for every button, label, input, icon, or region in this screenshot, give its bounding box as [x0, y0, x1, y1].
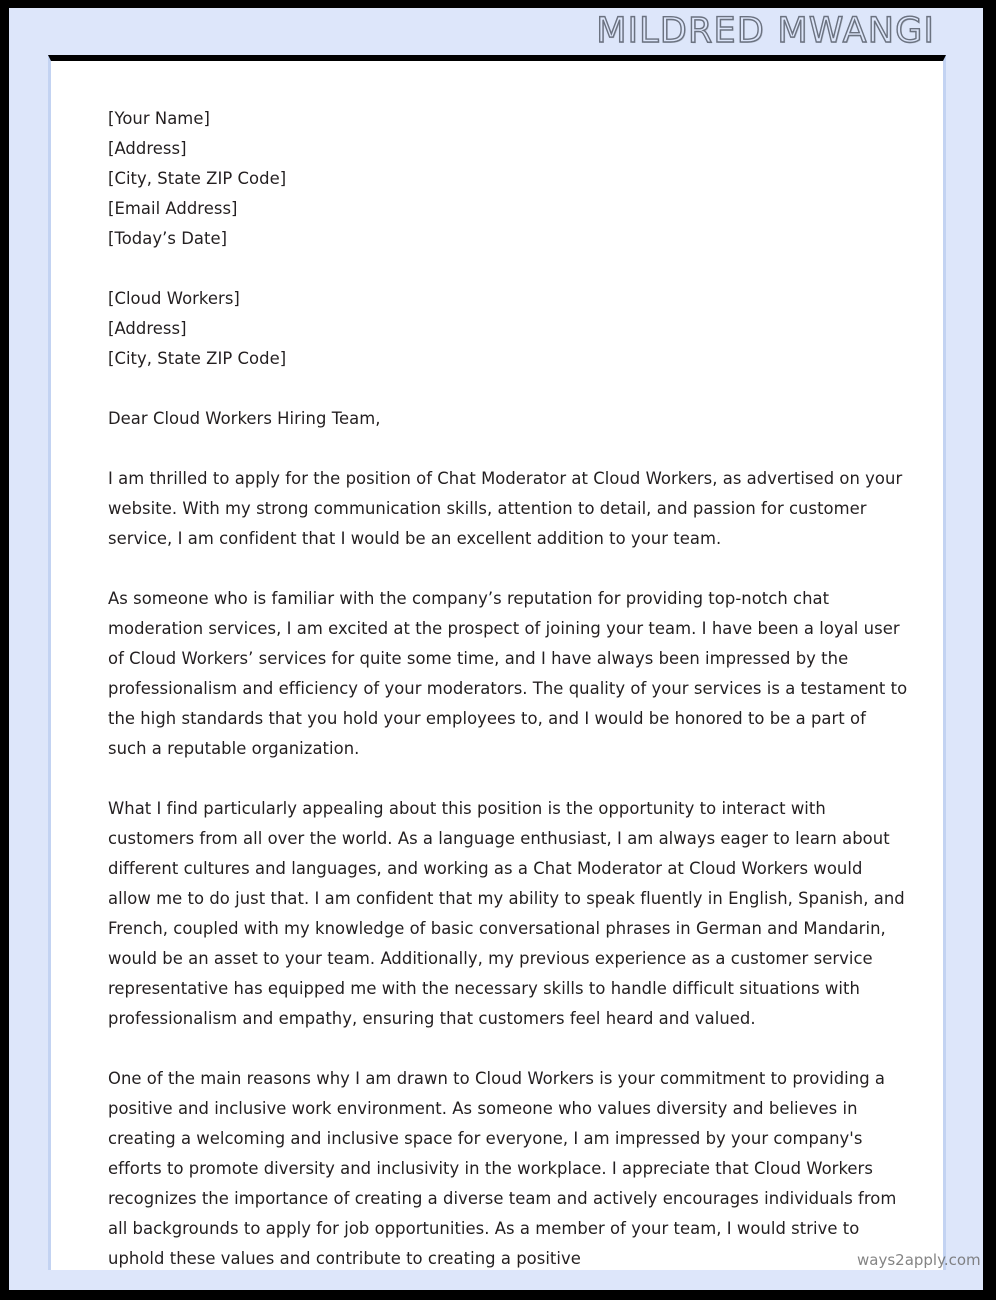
- body-paragraph: I am thrilled to apply for the position of Chat Moderator at Cloud Workers, as advertised on your website. With my strong communication skills, attention to detail, and passion for customer service, I am confident that I would be an excellent addition to your team.: [108, 469, 903, 548]
- sender-address-block: [108, 104, 908, 254]
- header-band: [9, 8, 983, 55]
- site-watermark: ways2apply.com: [857, 1251, 981, 1269]
- body-paragraph: What I find particularly appealing about this position is the opportunity to interact with customers from all over the world. As a language enthusiast, I am always eager to learn about different cultures and languages, and working as a Chat Moderator at Cloud Workers would allow me to do just that. I am confident that my ability to speak fluently in English, Spanish, and French, coupled with my knowledge of basic conversational phrases in German and Mandarin, would be an asset to your team. Additionally, my previous experience as a customer service representative has equipped me with the necessary skills to handle difficult situations with professionalism and empathy, ensuring that customers feel heard and valued.: [108, 799, 905, 1028]
- body-paragraph: As someone who is familiar with the company’s reputation for providing top-notch chat moderation services, I am excited at the prospect of joining your team. I have been a loyal user of Cloud Workers’ services for quite some time, and I have always been impressed by the professionalism and efficiency of your moderators. The quality of your services is a testament to the high standards that you hold your employees to, and I would be honored to be a part of such a reputable organization.: [108, 589, 908, 758]
- sender-address-line: [City, State ZIP Code]: [108, 169, 287, 188]
- sender-address-line: [Your Name]: [108, 109, 210, 128]
- sender-address-line: [Today’s Date]: [108, 229, 228, 248]
- cover-letter-body: [108, 104, 908, 1300]
- sender-address-line: [Address]: [108, 139, 187, 158]
- salutation: Dear Cloud Workers Hiring Team,: [108, 409, 381, 428]
- body-paragraph: One of the main reasons why I am drawn to Cloud Workers is your commitment to providing a positive and inclusive work environment. As someone who values diversity and believes in creating a welcoming and inclusive space for everyone, I am impressed by your company's efforts to promote diversity and inclusivity in the workplace. I appreciate that Cloud Workers recognizes the importance of creating a diverse team and actively encourages individuals from all backgrounds to apply for job opportunities. As a member of your team, I would strive to uphold these values and contribute to creating a positive: [108, 1069, 897, 1268]
- page-title: MILDRED MWANGI: [596, 11, 935, 51]
- recipient-address-line: [City, State ZIP Code]: [108, 349, 287, 368]
- recipient-address-block: [108, 284, 908, 374]
- sender-address-line: [Email Address]: [108, 199, 238, 218]
- recipient-address-line: [Cloud Workers]: [108, 289, 240, 308]
- recipient-address-line: [Address]: [108, 319, 187, 338]
